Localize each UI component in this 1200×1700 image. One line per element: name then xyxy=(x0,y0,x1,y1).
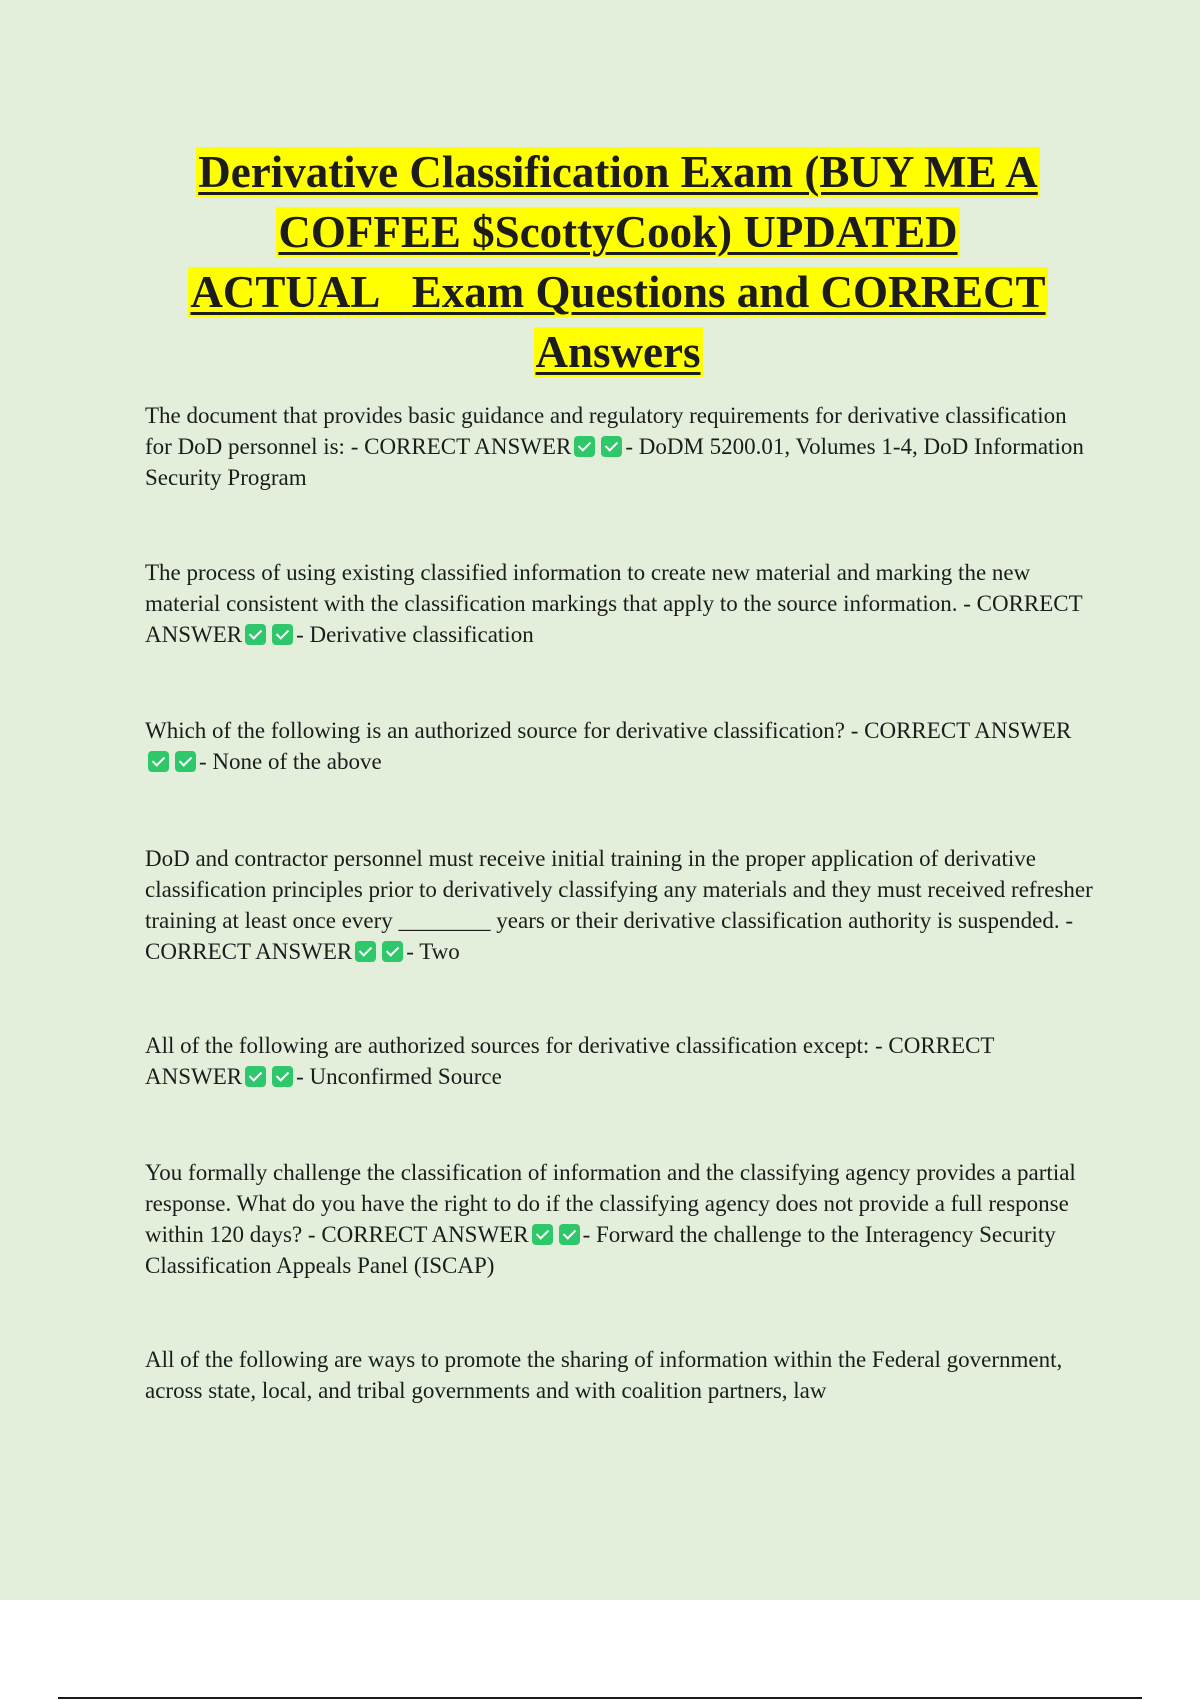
check-box-icon xyxy=(355,941,376,962)
correct-answer-marker: - CORRECT ANSWER xyxy=(307,1222,529,1247)
correct-answer-marker: - CORRECT ANSWER xyxy=(145,1033,995,1089)
correct-answer-marker: - CORRECT ANSWER xyxy=(145,591,1083,647)
correct-answer-marker: - CORRECT ANSWER xyxy=(850,718,1072,743)
footer-divider xyxy=(58,1697,1142,1699)
qa-item-5 xyxy=(145,1030,1095,1092)
check-box-icon xyxy=(574,436,595,457)
title-line-2: COFFEE $ScottyCook) UPDATED xyxy=(278,207,958,257)
document-title xyxy=(110,142,1126,382)
answer-text: - None of the above xyxy=(199,749,382,774)
check-box-icon xyxy=(245,624,266,645)
correct-answer-marker: - CORRECT ANSWER xyxy=(145,908,1074,964)
question-text: Which of the following is an authorized source for derivative classification? xyxy=(145,718,845,743)
qa-item-1 xyxy=(145,400,1095,493)
answer-text: - DoDM 5200.01, Volumes 1-4, DoD Information Security Program xyxy=(145,434,1084,490)
answer-text: - Derivative classification xyxy=(296,622,534,647)
title-line-1: Derivative Classification Exam (BUY ME A xyxy=(198,147,1038,197)
question-text: You formally challenge the classification of information and the classifying agency provides a partial response. What do you have the right to do if the classifying agency does not provide a full response within 120 days? xyxy=(145,1160,1076,1247)
answer-text: - Forward the challenge to the Interagency Security Classification Appeals Panel (ISCAP) xyxy=(145,1222,1056,1278)
qa-item-6 xyxy=(145,1157,1095,1281)
check-box-icon xyxy=(175,751,196,772)
qa-item-2 xyxy=(145,557,1095,650)
correct-answer-marker: - CORRECT ANSWER xyxy=(350,434,572,459)
qa-item-4 xyxy=(145,843,1095,967)
check-box-icon xyxy=(382,941,403,962)
check-box-icon xyxy=(532,1224,553,1245)
check-box-icon xyxy=(148,751,169,772)
qa-item-7-partial xyxy=(145,1344,1095,1406)
question-text: The process of using existing classified information to create new material and marking the new material consistent with the classification markings that apply to the source information. xyxy=(145,560,1031,616)
check-box-icon xyxy=(601,436,622,457)
check-box-icon xyxy=(272,1066,293,1087)
answer-text: - Unconfirmed Source xyxy=(296,1064,502,1089)
title-line-3: ACTUAL Exam Questions and CORRECT xyxy=(190,267,1046,317)
question-text: All of the following are ways to promote the sharing of information within the Federal government, across state, local, and tribal governments and with coalition partners, law xyxy=(145,1347,1063,1403)
answer-text: - Two xyxy=(406,939,460,964)
qa-item-3 xyxy=(145,715,1095,777)
title-line-4: Answers xyxy=(535,327,701,377)
question-text: DoD and contractor personnel must receive initial training in the proper application of derivative classification principles prior to derivatively classifying any materials and they must received refresher training at least once every ________ years or their derivative classification authority is suspended. xyxy=(145,846,1093,933)
question-text: The document that provides basic guidance and regulatory requirements for derivative classification for DoD personnel is: xyxy=(145,403,1067,459)
check-box-icon xyxy=(272,624,293,645)
check-box-icon xyxy=(245,1066,266,1087)
check-box-icon xyxy=(559,1224,580,1245)
question-text: All of the following are authorized sources for derivative classification except: xyxy=(145,1033,870,1058)
